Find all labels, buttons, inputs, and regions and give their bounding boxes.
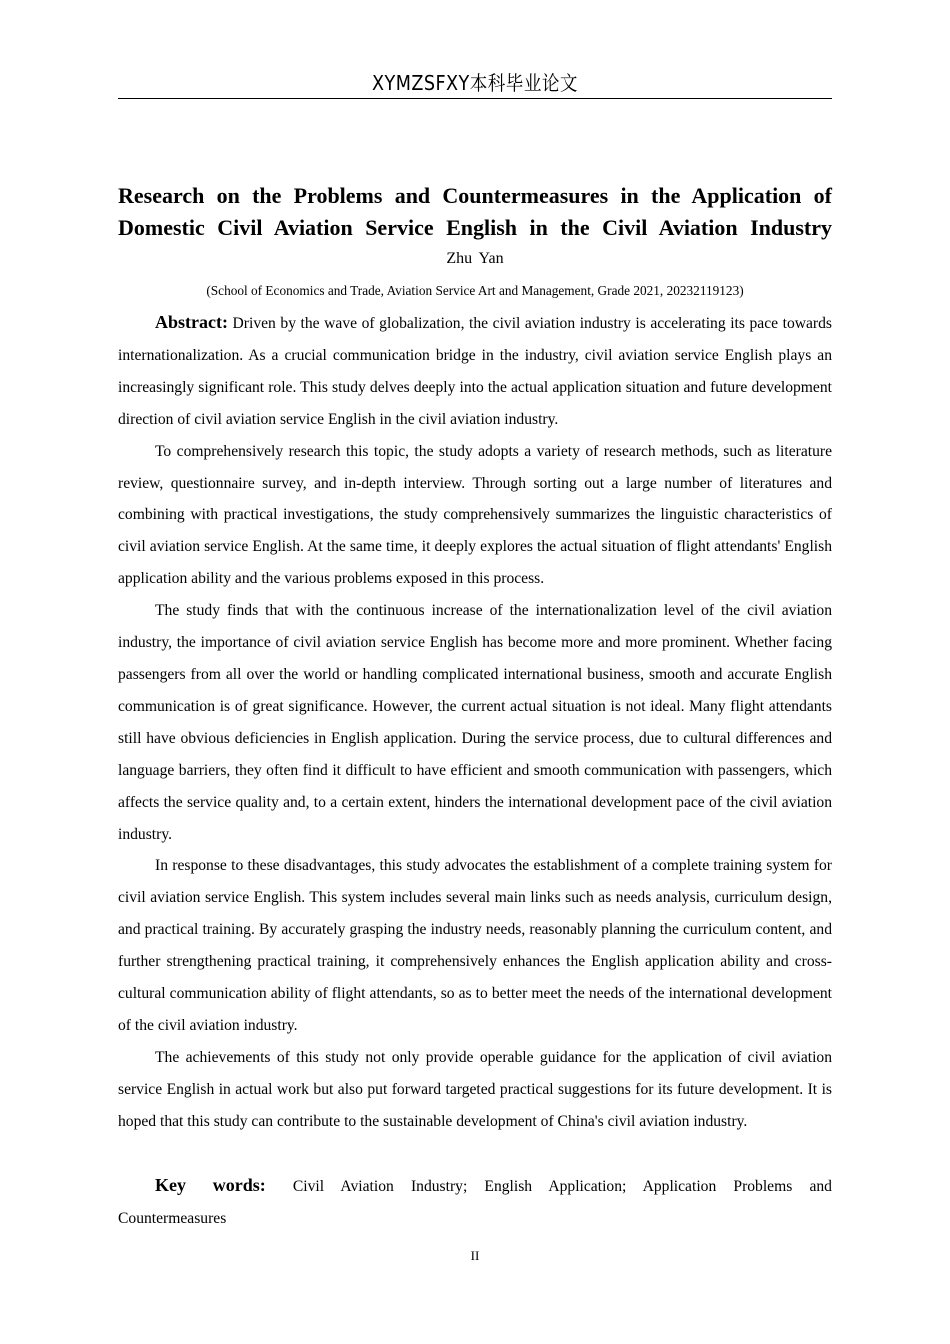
paper-title-line-1: Research on the Problems and Countermeasures in the Application of — [118, 183, 832, 208]
author-name: Zhu Yan — [446, 250, 504, 267]
abstract-label: Abstract: — [155, 312, 228, 332]
keywords-text: Civil Aviation Industry; English Application; Application Problems and Countermeasures — [118, 1178, 832, 1227]
running-header: XYMZSFXY本科毕业论文 — [372, 71, 578, 95]
abstract-text-1: Driven by the wave of globalization, the civil aviation industry is accelerating its pace towards internationalization. As a crucial communication bridge in the industry, civil aviation service English plays an increasingly significant role. This study delves deeply into the actual application situation and future development direction of civil aviation service English in the civil aviation industry. — [118, 315, 832, 428]
paper-title — [118, 180, 832, 244]
abstract-paragraph-3: The study finds that with the continuous increase of the internationalization level of the civil aviation industry, the importance of civil aviation service English has become more and more prominent. Whether facing passengers from all over the world or handling complicated international business, smooth and accurate English communication is of great significance. However, the current actual situation is not ideal. Many flight attendants still have obvious deficiencies in English application. During the service process, due to cultural differences and language barriers, they often find it difficult to have efficient and smooth communication with passengers, which affects the service quality and, to a certain extent, hinders the international development pace of the civil aviation industry. — [118, 602, 832, 843]
abstract-paragraph-4: In response to these disadvantages, this study advocates the establishment of a complete training system for civil aviation service English. This system includes several main links such as needs analysis, curriculum design, and practical training. By accurately grasping the industry needs, reasonably planning the curriculum content, and further strengthening practical training, it comprehensively enhances the English application ability and cross-cultural communication ability of flight attendants, so as to better meet the needs of the international development of the civil aviation industry. — [118, 857, 832, 1034]
abstract-section — [118, 307, 832, 1138]
abstract-paragraph-2: To comprehensively research this topic, the study adopts a variety of research methods, such as literature review, questionnaire survey, and in-depth interview. Through sorting out a large number of literatures and combining with practical investigations, the study comprehensively summarizes the linguistic characteristics of civil aviation service English. At the same time, it deeply explores the actual situation of flight attendants' English application ability and the various problems exposed in this process. — [118, 442, 832, 588]
author-affiliation: (School of Economics and Trade, Aviation Service Art and Management, Grade 2021, 20232119123) — [206, 283, 744, 298]
header-rule — [118, 98, 832, 99]
abstract-paragraph-5: The achievements of this study not only provide operable guidance for the application of civil aviation service English in actual work but also put forward targeted practical suggestions for its future development. It is hoped that this study can contribute to the sustainable development of China's civil aviation industry. — [118, 1048, 832, 1130]
abstract-paragraph-1 — [118, 307, 832, 436]
page-number: II — [470, 1248, 480, 1263]
keywords-label: Key words: — [155, 1175, 266, 1195]
paper-title-line-2: Domestic Civil Aviation Service English in the Civil Aviation Industry — [118, 215, 832, 240]
keywords-section — [118, 1170, 832, 1234]
